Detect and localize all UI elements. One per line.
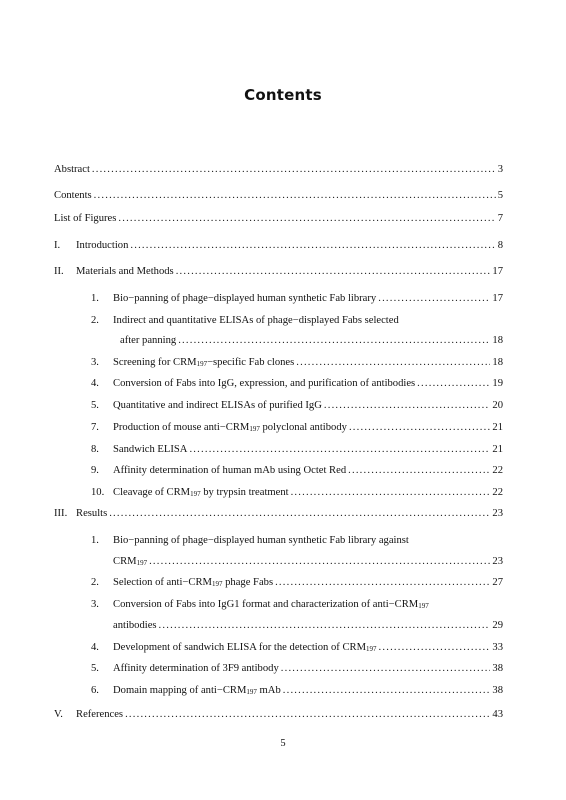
- toc-leader-dots: [281, 662, 491, 676]
- toc-title: Development of sandwich ELISA for the detection of $CRM_{197}$: [113, 642, 377, 653]
- toc-title: Conversion of Fabs into IgG, expression, and purification of antibodies: [113, 378, 416, 389]
- page-title: Contents: [244, 86, 322, 104]
- toc-entry-conversion-igg1[interactable]: [91, 598, 503, 612]
- toc-leader-dots: [349, 421, 490, 435]
- toc-page-number: 33: [492, 642, 503, 653]
- toc-entry-affinity-3f9[interactable]: [91, 662, 503, 676]
- toc-entry-results-crm197[interactable]: [113, 555, 503, 569]
- toc-entry-antibodies[interactable]: [113, 619, 503, 633]
- toc-page-number: 23: [492, 508, 503, 519]
- toc-page-number: 21: [492, 422, 503, 433]
- toc-entry-selection-phage[interactable]: [91, 576, 503, 590]
- toc-section-number: 2.: [91, 577, 99, 588]
- toc-section-number: 5.: [91, 663, 99, 674]
- toc-section-number: III.: [54, 508, 68, 519]
- toc-leader-dots: [130, 239, 495, 253]
- toc-label: [91, 356, 294, 370]
- toc-leader-dots: [348, 464, 490, 478]
- toc-title: Results: [76, 508, 108, 519]
- toc-label: List of Figures: [54, 213, 117, 224]
- toc-label: [91, 576, 273, 590]
- toc-entry-introduction[interactable]: [54, 239, 503, 253]
- toc-leader-dots: [324, 399, 491, 413]
- toc-label: [91, 534, 409, 548]
- toc-entry-bio-panning[interactable]: [91, 292, 503, 306]
- toc-label: [91, 684, 281, 698]
- toc-label: [54, 239, 128, 253]
- toc-label: Contents: [54, 190, 92, 201]
- toc-label: Abstract: [54, 164, 90, 175]
- toc-page-number: 8: [497, 240, 503, 251]
- toc-title: Materials and Methods: [76, 266, 174, 277]
- toc-label: $CRM_{197}$: [113, 556, 148, 567]
- toc-label: [54, 708, 123, 722]
- toc-section-number: 1.: [91, 535, 99, 546]
- toc-page-number: 23: [492, 556, 503, 567]
- toc-label: [54, 265, 174, 279]
- toc-entry-domain-mapping[interactable]: [91, 684, 503, 698]
- toc-label: [91, 598, 429, 612]
- toc-section-number: 8.: [91, 444, 99, 455]
- toc-leader-dots: [291, 486, 491, 500]
- toc-page-number: 43: [492, 709, 503, 720]
- toc-section-number: 6.: [91, 685, 99, 696]
- toc-title: Bio−panning of phage−displayed human synthetic Fab library: [113, 293, 377, 304]
- toc-entry-references[interactable]: [54, 708, 503, 722]
- toc-title: Conversion of Fabs into IgG1 format and characterization of $anti-CRM_{197}$: [113, 599, 429, 610]
- toc-entry-screening[interactable]: [91, 356, 503, 370]
- toc-label: [91, 377, 415, 391]
- toc-entry-abstract[interactable]: [54, 163, 503, 177]
- toc-title: Affinity determination of human mAb using Octet Red: [113, 465, 347, 476]
- toc-title: Quantitative and indirect ELISAs of purified IgG: [113, 400, 322, 411]
- toc-page-number: 18: [492, 357, 503, 368]
- toc-title: Bio−panning of phage−displayed human synthetic Fab library against: [113, 535, 409, 546]
- toc-label: [54, 507, 107, 521]
- toc-page-number: 38: [492, 685, 503, 696]
- toc-title: References: [76, 709, 124, 720]
- toc-label: [91, 421, 347, 435]
- toc-section-number: 3.: [91, 357, 99, 368]
- toc-entry-results-bio-panning[interactable]: [91, 534, 503, 548]
- toc-leader-dots: [176, 265, 491, 279]
- toc-page-number: 18: [492, 335, 503, 346]
- toc-title: Indirect and quantitative ELISAs of phage−displayed Fabs selected: [113, 315, 399, 326]
- toc-section-number: 2.: [91, 315, 99, 326]
- toc-label: [91, 464, 346, 478]
- toc-title: Production of mouse $anti-CRM_{197}$ polyclonal antibody: [113, 422, 347, 433]
- toc-page-number: 7: [497, 213, 503, 224]
- toc-label: [91, 641, 377, 655]
- toc-page-number: 22: [492, 487, 503, 498]
- toc-page-number: 29: [492, 620, 503, 631]
- toc-leader-dots: [275, 576, 490, 590]
- toc-leader-dots: [159, 619, 491, 633]
- toc-page-number: 19: [492, 378, 503, 389]
- toc-title: Affinity determination of 3F9 antibody: [113, 663, 279, 674]
- page-footer-number: 5: [280, 738, 286, 749]
- toc-leader-dots: [178, 334, 490, 348]
- toc-label: [91, 662, 279, 676]
- toc-title: Cleavage of $CRM_{197}$ by trypsin treatment: [113, 487, 289, 498]
- toc-entry-affinity-octet[interactable]: [91, 464, 503, 478]
- toc-label: [91, 399, 322, 413]
- toc-section-number: 4.: [91, 642, 99, 653]
- toc-title: Screening for $CRM_{197}-specific$ Fab clones: [113, 357, 295, 368]
- toc-section-number: 3.: [91, 599, 99, 610]
- toc-entry-mouse-antibody[interactable]: [91, 421, 503, 435]
- toc-leader-dots: [296, 356, 490, 370]
- toc-section-number: 7.: [91, 422, 99, 433]
- toc-title: Introduction: [76, 240, 129, 251]
- toc-page-number: 27: [492, 577, 503, 588]
- toc-leader-dots: [417, 377, 490, 391]
- toc-entry-conversion-igg[interactable]: [91, 377, 503, 391]
- toc-leader-dots: [92, 163, 496, 177]
- toc-leader-dots: [283, 684, 491, 698]
- toc-entry-indirect-elisas[interactable]: [91, 314, 503, 328]
- toc-section-number: I.: [54, 240, 61, 251]
- toc-section-number: 10.: [91, 487, 105, 498]
- toc-section-number: 9.: [91, 465, 99, 476]
- toc-page-number: 3: [497, 164, 503, 175]
- toc-leader-dots: [109, 507, 490, 521]
- toc-page-number: 20: [492, 400, 503, 411]
- toc-leader-dots: [149, 555, 490, 569]
- toc-leader-dots: [125, 708, 490, 722]
- toc-entry-list-of-figures[interactable]: [54, 212, 503, 226]
- toc-page-number: 5: [497, 190, 503, 201]
- toc-entry-cleavage-trypsin[interactable]: [91, 486, 503, 500]
- toc-leader-dots: [189, 443, 490, 457]
- toc-label: [91, 314, 399, 328]
- toc-label: antibodies: [113, 620, 157, 631]
- toc-entry-contents[interactable]: [54, 189, 503, 203]
- toc-title: Domain mapping of $anti-CRM_{197}$ mAb: [113, 685, 281, 696]
- toc-page-number: 38: [492, 663, 503, 674]
- toc-entry-materials-and-methods[interactable]: [54, 265, 503, 279]
- toc-page-number: 17: [492, 293, 503, 304]
- toc-leader-dots: [379, 641, 491, 655]
- toc-section-number: 4.: [91, 378, 99, 389]
- toc-section-number: V.: [54, 709, 63, 720]
- toc-section-number: II.: [54, 266, 64, 277]
- toc-label: [91, 292, 376, 306]
- toc-title: Selection of $anti-CRM_{197}$ phage Fabs: [113, 577, 274, 588]
- toc-section-number: 1.: [91, 293, 99, 304]
- toc-label: [91, 443, 187, 457]
- toc-label: after panning: [120, 335, 177, 346]
- toc-entry-quantitative-elisas[interactable]: [91, 399, 503, 413]
- toc-section-number: 5.: [91, 400, 99, 411]
- toc-title: Sandwich ELISA: [113, 444, 188, 455]
- toc-page-number: 21: [492, 444, 503, 455]
- toc-entry-results[interactable]: [54, 507, 503, 521]
- toc-page-number: 17: [492, 266, 503, 277]
- toc-leader-dots: [94, 189, 496, 203]
- toc-page-number: 22: [492, 465, 503, 476]
- toc-leader-dots: [378, 292, 490, 306]
- toc-entry-after-panning[interactable]: [120, 334, 503, 348]
- toc-entry-sandwich-elisa[interactable]: [91, 443, 503, 457]
- toc-label: [91, 486, 289, 500]
- toc-entry-sandwich-development[interactable]: [91, 641, 503, 655]
- toc-leader-dots: [118, 212, 495, 226]
